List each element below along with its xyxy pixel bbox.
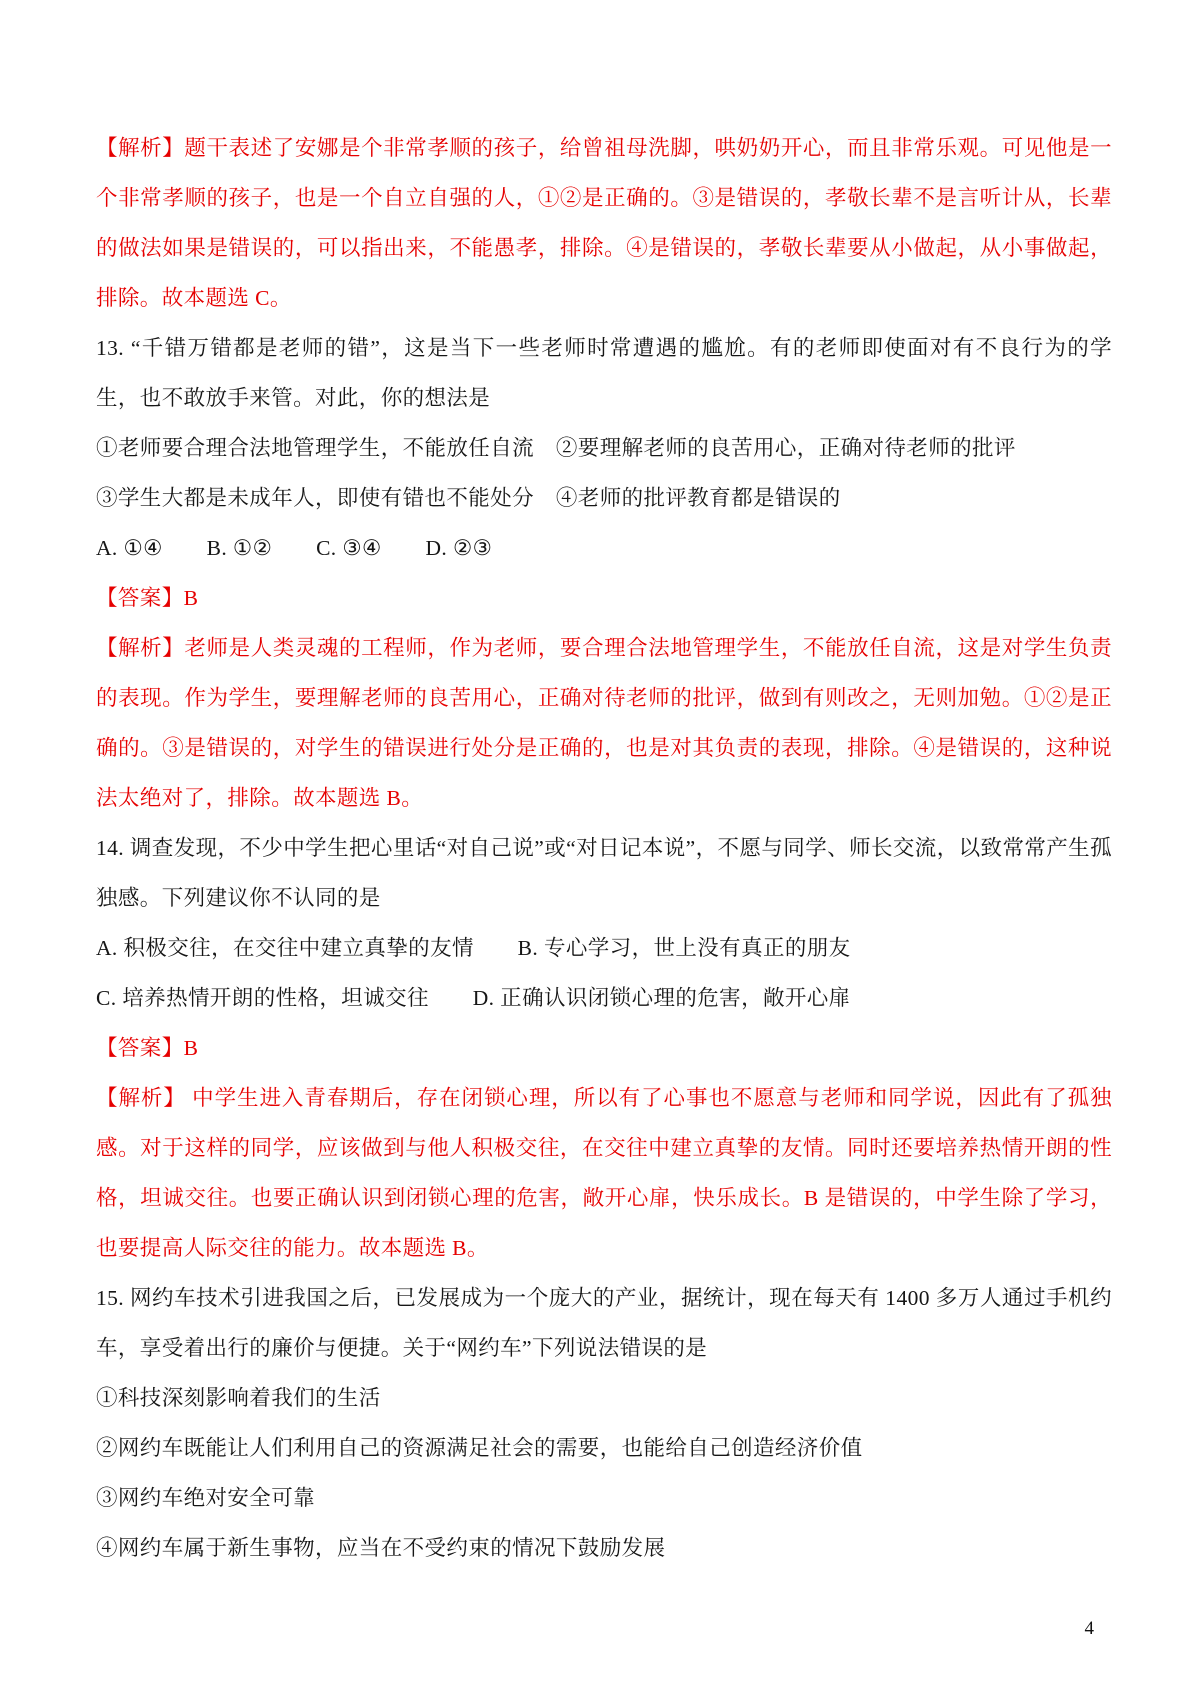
question-15-item-1: ①科技深刻影响着我们的生活 — [96, 1386, 381, 1410]
question-14-choices-cd: C. 培养热情开朗的性格，坦诚交往 D. 正确认识闭锁心理的危害，敞开心扉 — [96, 986, 851, 1010]
question-15-item-3: ③网约车绝对安全可靠 — [96, 1486, 316, 1510]
page-content — [96, 123, 1112, 1573]
question-15-item-2: ②网约车既能让人们利用自己的资源满足社会的需要，也能给自己创造经济价值 — [96, 1436, 863, 1460]
analysis-14: 【解析】 中学生进入青春期后，存在闭锁心理，所以有了心事也不愿意与老师和同学说，因此有了孤独感。对于这样的同学，应该做到与他人积极交往，在交往中建立真挚的友情。同时还要培养热情开朗的性格，坦诚交往。也要正确认识到闭锁心理的危害，敞开心扉，快乐成长。B 是错误的，中学生除了学习，也要提高人际交往的能力。故本题选 B。 — [96, 1086, 1112, 1260]
page-number: 4 — [1084, 1618, 1094, 1639]
answer-14: 【答案】B — [96, 1036, 199, 1060]
question-13-stem: 13. “千错万错都是老师的错”，这是当下一些老师时常遭遇的尴尬。有的老师即使面对有不良行为的学生，也不敢放手来管。对此，你的想法是 — [96, 336, 1112, 410]
question-15-item-4: ④网约车属于新生事物，应当在不受约束的情况下鼓励发展 — [96, 1536, 666, 1560]
answer-13: 【答案】B — [96, 586, 199, 610]
question-13-items-1-2: ①老师要合理合法地管理学生，不能放任自流 ②要理解老师的良苦用心，正确对待老师的批评 — [96, 436, 1016, 460]
analysis-13: 【解析】老师是人类灵魂的工程师，作为老师，要合理合法地管理学生，不能放任自流，这是对学生负责的表现。作为学生，要理解老师的良苦用心，正确对待老师的批评，做到有则改之，无则加勉。①②是正确的。③是错误的，对学生的错误进行处分是正确的，也是对其负责的表现，排除。④是错误的，这种说法太绝对了，排除。故本题选 B。 — [96, 636, 1112, 810]
question-14-choices-ab: A. 积极交往，在交往中建立真挚的友情 B. 专心学习，世上没有真正的朋友 — [96, 936, 851, 960]
question-15-stem: 15. 网约车技术引进我国之后，已发展成为一个庞大的产业，据统计，现在每天有 1400 多万人通过手机约车，享受着出行的廉价与便捷。关于“网约车”下列说法错误的是 — [96, 1286, 1112, 1360]
analysis-q12: 【解析】题干表述了安娜是个非常孝顺的孩子，给曾祖母洗脚，哄奶奶开心，而且非常乐观。可见他是一个非常孝顺的孩子，也是一个自立自强的人，①②是正确的。③是错误的，孝敬长辈不是言听计从，长辈的做法如果是错误的，可以指出来，不能愚孝，排除。④是错误的，孝敬长辈要从小做起，从小事做起，排除。故本题选 C。 — [96, 136, 1112, 310]
question-13-items-3-4: ③学生大都是未成年人，即使有错也不能处分 ④老师的批评教育都是错误的 — [96, 486, 841, 510]
question-13-choices: A. ①④ B. ①② C. ③④ D. ②③ — [96, 536, 493, 560]
question-14-stem: 14. 调查发现，不少中学生把心里话“对自己说”或“对日记本说”，不愿与同学、师长交流，以致常常产生孤独感。下列建议你不认同的是 — [96, 836, 1112, 910]
